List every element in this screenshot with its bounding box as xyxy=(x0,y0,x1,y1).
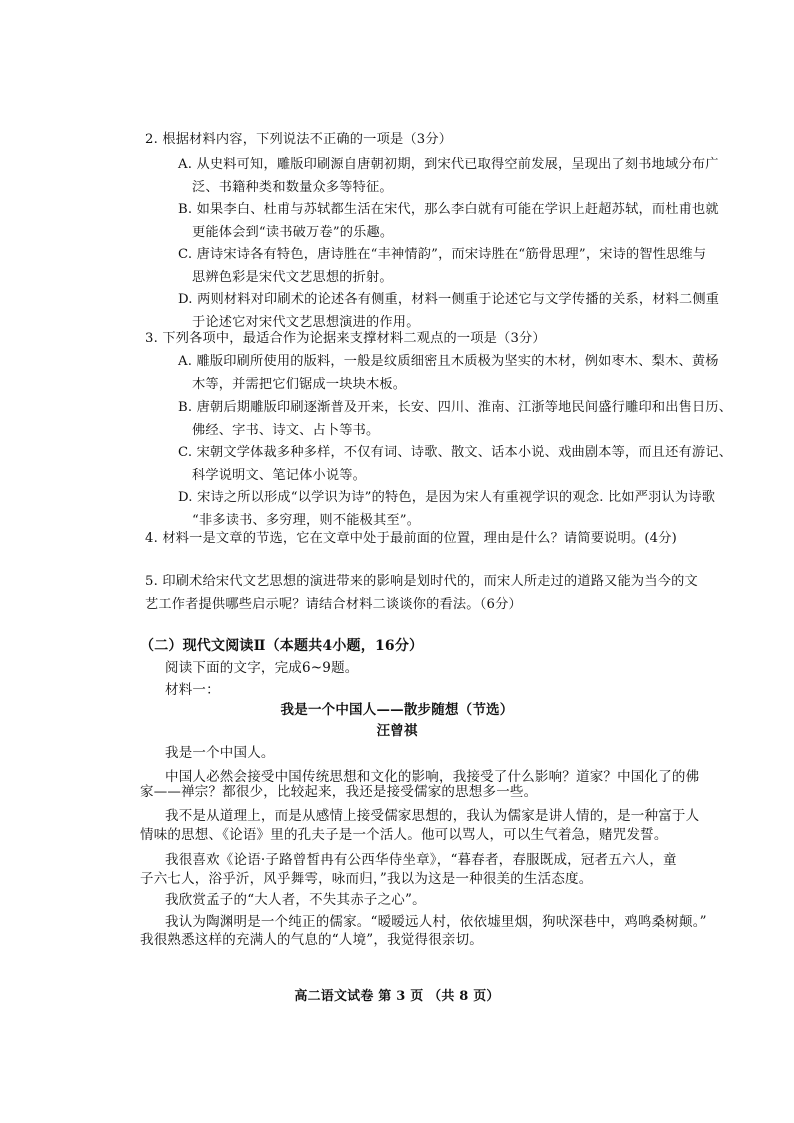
question-2-option-b-cont: 更能体会到“读书破万卷”的乐趣。 xyxy=(192,225,394,240)
question-2-option-a-cont: 泛、书籍种类和数量众多等特征。 xyxy=(192,180,393,195)
question-4: 4. 材料一是文章的节选，它在文章中处于最前面的位置，理由是什么？请简要说明。(4分) xyxy=(145,531,677,546)
question-2-option-a: A. 从史料可知，雕版印刷源自唐朝初期，到宋代已取得空前发展，呈现出了刻书地域分布广 xyxy=(178,157,719,172)
question-2-stem: 2. 根据材料内容，下列说法不正确的一项是（3分） xyxy=(145,132,453,147)
question-2-option-c: C. 唐诗宋诗各有特色，唐诗胜在“丰神情韵”，而宋诗胜在“筋骨思理”，宋诗的智性思维与 xyxy=(178,247,707,262)
section-heading: （二）现代文阅读Ⅱ（本题共4小题，16分） xyxy=(140,638,424,654)
paragraph-4-line-2: 子六七人，浴乎沂，风乎舞雩，咏而归，”我以为这是一种很美的生活态度。 xyxy=(140,871,593,887)
question-3-option-d: D. 宋诗之所以形成“以学识为诗”的特色，是因为宋人有重视学识的观念. 比如严羽认为诗歌 xyxy=(178,490,716,505)
question-2-option-c-cont: 思辨色彩是宋代文艺思想的折射。 xyxy=(192,270,393,285)
paragraph-5: 我欣赏孟子的“大人者，不失其赤子之心”。 xyxy=(165,892,426,908)
question-2-option-d-cont: 于论述它对宋代文艺思想演进的作用。 xyxy=(192,315,420,330)
question-3-stem: 3. 下列各项中，最适合作为论据来支撑材料二观点的一项是（3分） xyxy=(145,331,546,346)
reading-instruction: 阅读下面的文字，完成6~9题。 xyxy=(165,660,359,676)
question-2-option-d: D. 两则材料对印刷术的论述各有侧重，材料一侧重于论述它与文学传播的关系，材料二侧重 xyxy=(178,292,720,307)
question-5-line-2: 艺工作者提供哪些启示呢？请结合材料二谈谈你的看法。（6分） xyxy=(145,597,522,612)
paragraph-2-line-1: 中国人必然会接受中国传统思想和文化的影响，我接受了什么影响？道家？中国化了的佛 xyxy=(165,769,700,785)
question-3-option-c: C. 宋朝文学体裁多种多样，不仅有词、诗歌、散文、话本小说、戏曲剧本等，而且还有游记、 xyxy=(178,445,733,460)
paragraph-2-line-2: 家——禅宗？都很少，比较起来，我还是接受儒家的思想多一些。 xyxy=(140,784,538,800)
question-2-option-b: B. 如果李白、杜甫与苏轼都生活在宋代，那么李白就有可能在学识上赶超苏轼，而杜甫也就 xyxy=(178,202,719,217)
material-label: 材料一： xyxy=(165,682,220,698)
question-3-option-b: B. 唐朝后期雕版印刷逐渐普及开来，长安、四川、淮南、江浙等地民间盛行雕印和出售日历、 xyxy=(178,400,733,415)
question-3-option-d-cont: “非多读书、多穷理，则不能极其至”。 xyxy=(192,513,421,528)
article-title: 我是一个中国人——散步随想（节选） xyxy=(280,702,514,718)
question-3-option-a: A. 雕版印刷所使用的版料，一般是纹质细密且木质极为坚实的木材，例如枣木、梨木、黄杨 xyxy=(178,354,719,369)
page-footer: 高二语文试卷 第 3 页 （共 8 页） xyxy=(294,989,500,1004)
question-3-option-b-cont: 佛经、字书、诗文、占卜等书。 xyxy=(192,423,380,438)
paragraph-6-line-1: 我认为陶渊明是一个纯正的儒家。“暧暧远人村，依依墟里烟，狗吠深巷中，鸡鸣桑树颠。” xyxy=(165,914,707,930)
paragraph-3-line-1: 我不是从道理上，而是从感情上接受儒家思想的，我认为儒家是讲人情的，是一种富于人 xyxy=(165,808,700,824)
paragraph-1: 我是一个中国人。 xyxy=(165,745,275,761)
question-3-option-c-cont: 科学说明文、笔记体小说等。 xyxy=(192,468,367,483)
article-author: 汪曾祺 xyxy=(376,723,418,739)
paragraph-3-line-2: 情味的思想、《论语》里的孔夫子是一个活人。他可以骂人，可以生气着急，赌咒发誓。 xyxy=(140,827,668,843)
paragraph-4-line-1: 我很喜欢《论语·子路曾皙冉有公西华侍坐章》，“暮春者，春服既成，冠者五六人，童 xyxy=(165,852,677,868)
question-5-line-1: 5. 印刷术给宋代文艺思想的演进带来的影响是划时代的，而宋人所走过的道路又能为当今的文 xyxy=(145,574,698,589)
paragraph-6-line-2: 我很熟悉这样的充满人的气息的“人境”，我觉得很亲切。 xyxy=(140,932,484,948)
question-3-option-a-cont: 木等，并需把它们锯成一块块木板。 xyxy=(192,377,407,392)
